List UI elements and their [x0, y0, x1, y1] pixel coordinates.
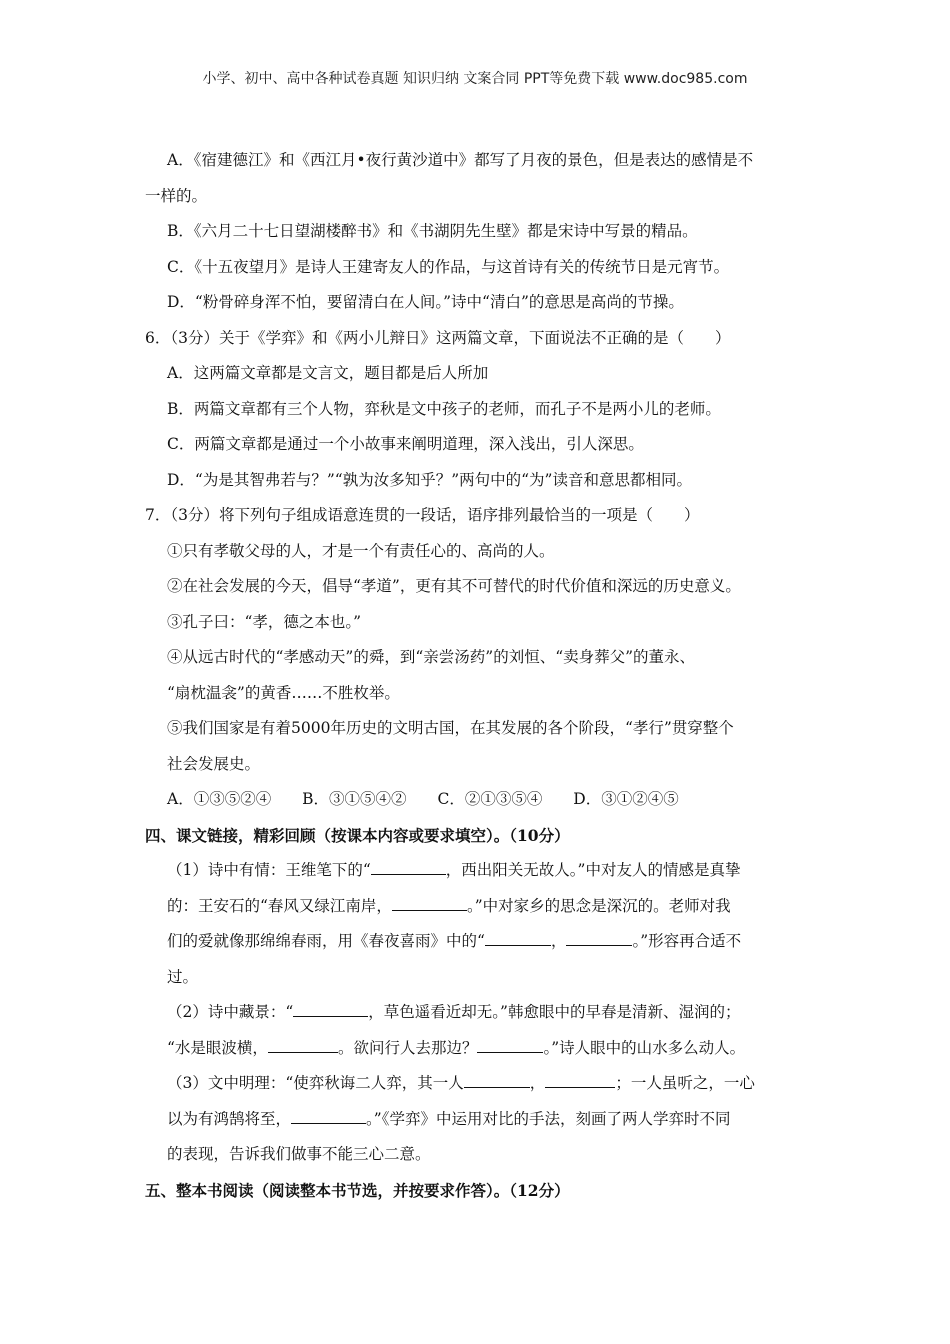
q6-stem: 6．（3分）关于《学弈》和《两小儿辩日》这两篇文章，下面说法不正确的是（ ） [145, 328, 731, 347]
q7-sentence-5: ⑤我们国家是有着5000年历史的文明古国，在其发展的各个阶段，“孝行”贯穿整个 [167, 719, 734, 737]
q7-option-a: A．①③⑤②④ [167, 790, 272, 808]
fill-blank[interactable] [545, 1071, 615, 1088]
q6-option-b: B．两篇文章都有三个人物，弈秋是文中孩子的老师，而孔子不是两小儿的老师。 [167, 399, 721, 418]
section-4-title: 四、课文链接，精彩回顾（按课本内容或要求填空）。（10分） [145, 825, 570, 845]
fill-blank[interactable] [293, 1000, 368, 1017]
s4-p1-text: 。”形容再合适不 [632, 932, 742, 950]
s4-p2-text: ，草色遥看近却无。”韩愈眼中的早春是清新、湿润的； [368, 1003, 741, 1021]
fill-blank[interactable] [477, 1035, 543, 1052]
q7-sentence-4-cont: “扇枕温衾”的黄香……不胜枚举。 [167, 683, 400, 702]
q6-option-d: D．“为是其智弗若与？”“孰为汝多知乎？”两句中的“为”读音和意思都相同。 [167, 470, 692, 489]
q5-option-c: C．《十五夜望月》是诗人王建寄友人的作品，与这首诗有关的传统节日是元宵节。 [167, 257, 730, 276]
s4-p3-text: 。”《学弈》中运用对比的手法，刻画了两人学弈时不同 [366, 1109, 731, 1128]
s4-p2-text: 。欲问行人去那边？ [337, 1038, 478, 1057]
fill-blank[interactable] [485, 929, 551, 946]
q5-option-a: A．《宿建德江》和《西江月•夜行黄沙道中》都写了月夜的景色，但是表达的感情是不 [167, 151, 754, 169]
q7-option-c: C．②①③⑤④ [437, 790, 543, 808]
q5-option-a-cont: 一样的。 [145, 186, 208, 205]
s4-p2-text: （2）诗中藏景：“ [167, 1003, 294, 1021]
s4-p3-line1 [145, 1066, 810, 1102]
s4-p1-text: ，西出阳关无故人。”中对友人的情感是真挚 [445, 861, 741, 879]
q6-option-c: C．两篇文章都是通过一个小故事来阐明道理，深入浅出，引人深思。 [167, 435, 644, 453]
s4-p3-line2 [145, 1102, 810, 1138]
s4-p1-line1 [145, 853, 810, 889]
exam-content [145, 143, 810, 1208]
q7-options [145, 782, 810, 818]
s4-p3-line3: 的表现，告诉我们做事不能三心二意。 [167, 1145, 431, 1163]
q7-sentence-3: ③孔子曰：“孝，德之本也。” [167, 612, 362, 631]
fill-blank[interactable] [566, 929, 632, 946]
s4-p3-text: 以为有鸿鹄将至， [167, 1109, 292, 1128]
fill-blank[interactable] [268, 1035, 338, 1052]
section-5-title: 五、整本书阅读（阅读整本书节选，并按要求作答）。（12分） [145, 1180, 570, 1200]
s4-p3-text: ；一人虽听之，一心 [615, 1074, 755, 1092]
fill-blank[interactable] [371, 858, 446, 875]
q5-option-d: D．“粉骨碎身浑不怕，要留清白在人间。”诗中“清白”的意思是高尚的节操。 [167, 293, 684, 311]
s4-p3-text: （3）文中明理：“使弈秋诲二人弈，其一人 [167, 1074, 464, 1092]
s4-p3-text: ， [529, 1074, 546, 1092]
q7-sentence-5-cont: 社会发展史。 [167, 754, 261, 773]
s4-p2-line2 [145, 1031, 810, 1067]
q7-stem: 7．（3分）将下列句子组成语意连贯的一段话，语序排列最恰当的一项是（ ） [145, 506, 700, 524]
page-header: 小学、初中、高中各种试卷真题 知识归纳 文案合同 PPT等免费下载 www.doc985.com [202, 71, 748, 87]
q7-option-d: D．③①②④⑤ [573, 790, 679, 808]
s4-p2-text: 。”诗人眼中的山水多么动人。 [543, 1038, 746, 1057]
s4-p1-text: ， [550, 932, 567, 950]
q7-sentence-1: ①只有孝敬父母的人，才是一个有责任心的、高尚的人。 [167, 541, 555, 560]
fill-blank[interactable] [392, 893, 467, 910]
fill-blank[interactable] [464, 1071, 530, 1088]
s4-p1-text: 。”中对家乡的思念是深沉的。老师对我 [466, 896, 731, 915]
s4-p1-line3 [145, 924, 810, 960]
s4-p1-text: （1）诗中有情：王维笔下的“ [167, 861, 371, 879]
s4-p1-text: 们的爱就像那绵绵春雨，用《春夜喜雨》中的“ [167, 932, 485, 950]
q7-option-b: B．③①⑤④② [302, 790, 407, 808]
q7-sentence-4: ④从远古时代的“孝感动天”的舜，到“亲尝汤药”的刘恒、“卖身葬父”的董永、 [167, 648, 696, 666]
q5-option-b: B．《六月二十七日望湖楼醉书》和《书湖阴先生壁》都是宋诗中写景的精品。 [167, 222, 698, 240]
s4-p1-line4: 过。 [167, 967, 199, 986]
s4-p2-text: “水是眼波横， [167, 1038, 268, 1057]
q6-option-a: A．这两篇文章都是文言文，题目都是后人所加 [167, 364, 489, 382]
fill-blank[interactable] [291, 1106, 366, 1123]
s4-p1-line2 [145, 889, 810, 925]
s4-p2-line1 [145, 995, 810, 1031]
s4-p1-text: 的：王安石的“春风又绿江南岸， [167, 896, 392, 915]
q7-sentence-2: ②在社会发展的今天，倡导“孝道”，更有其不可替代的时代价值和深远的历史意义。 [167, 577, 741, 595]
